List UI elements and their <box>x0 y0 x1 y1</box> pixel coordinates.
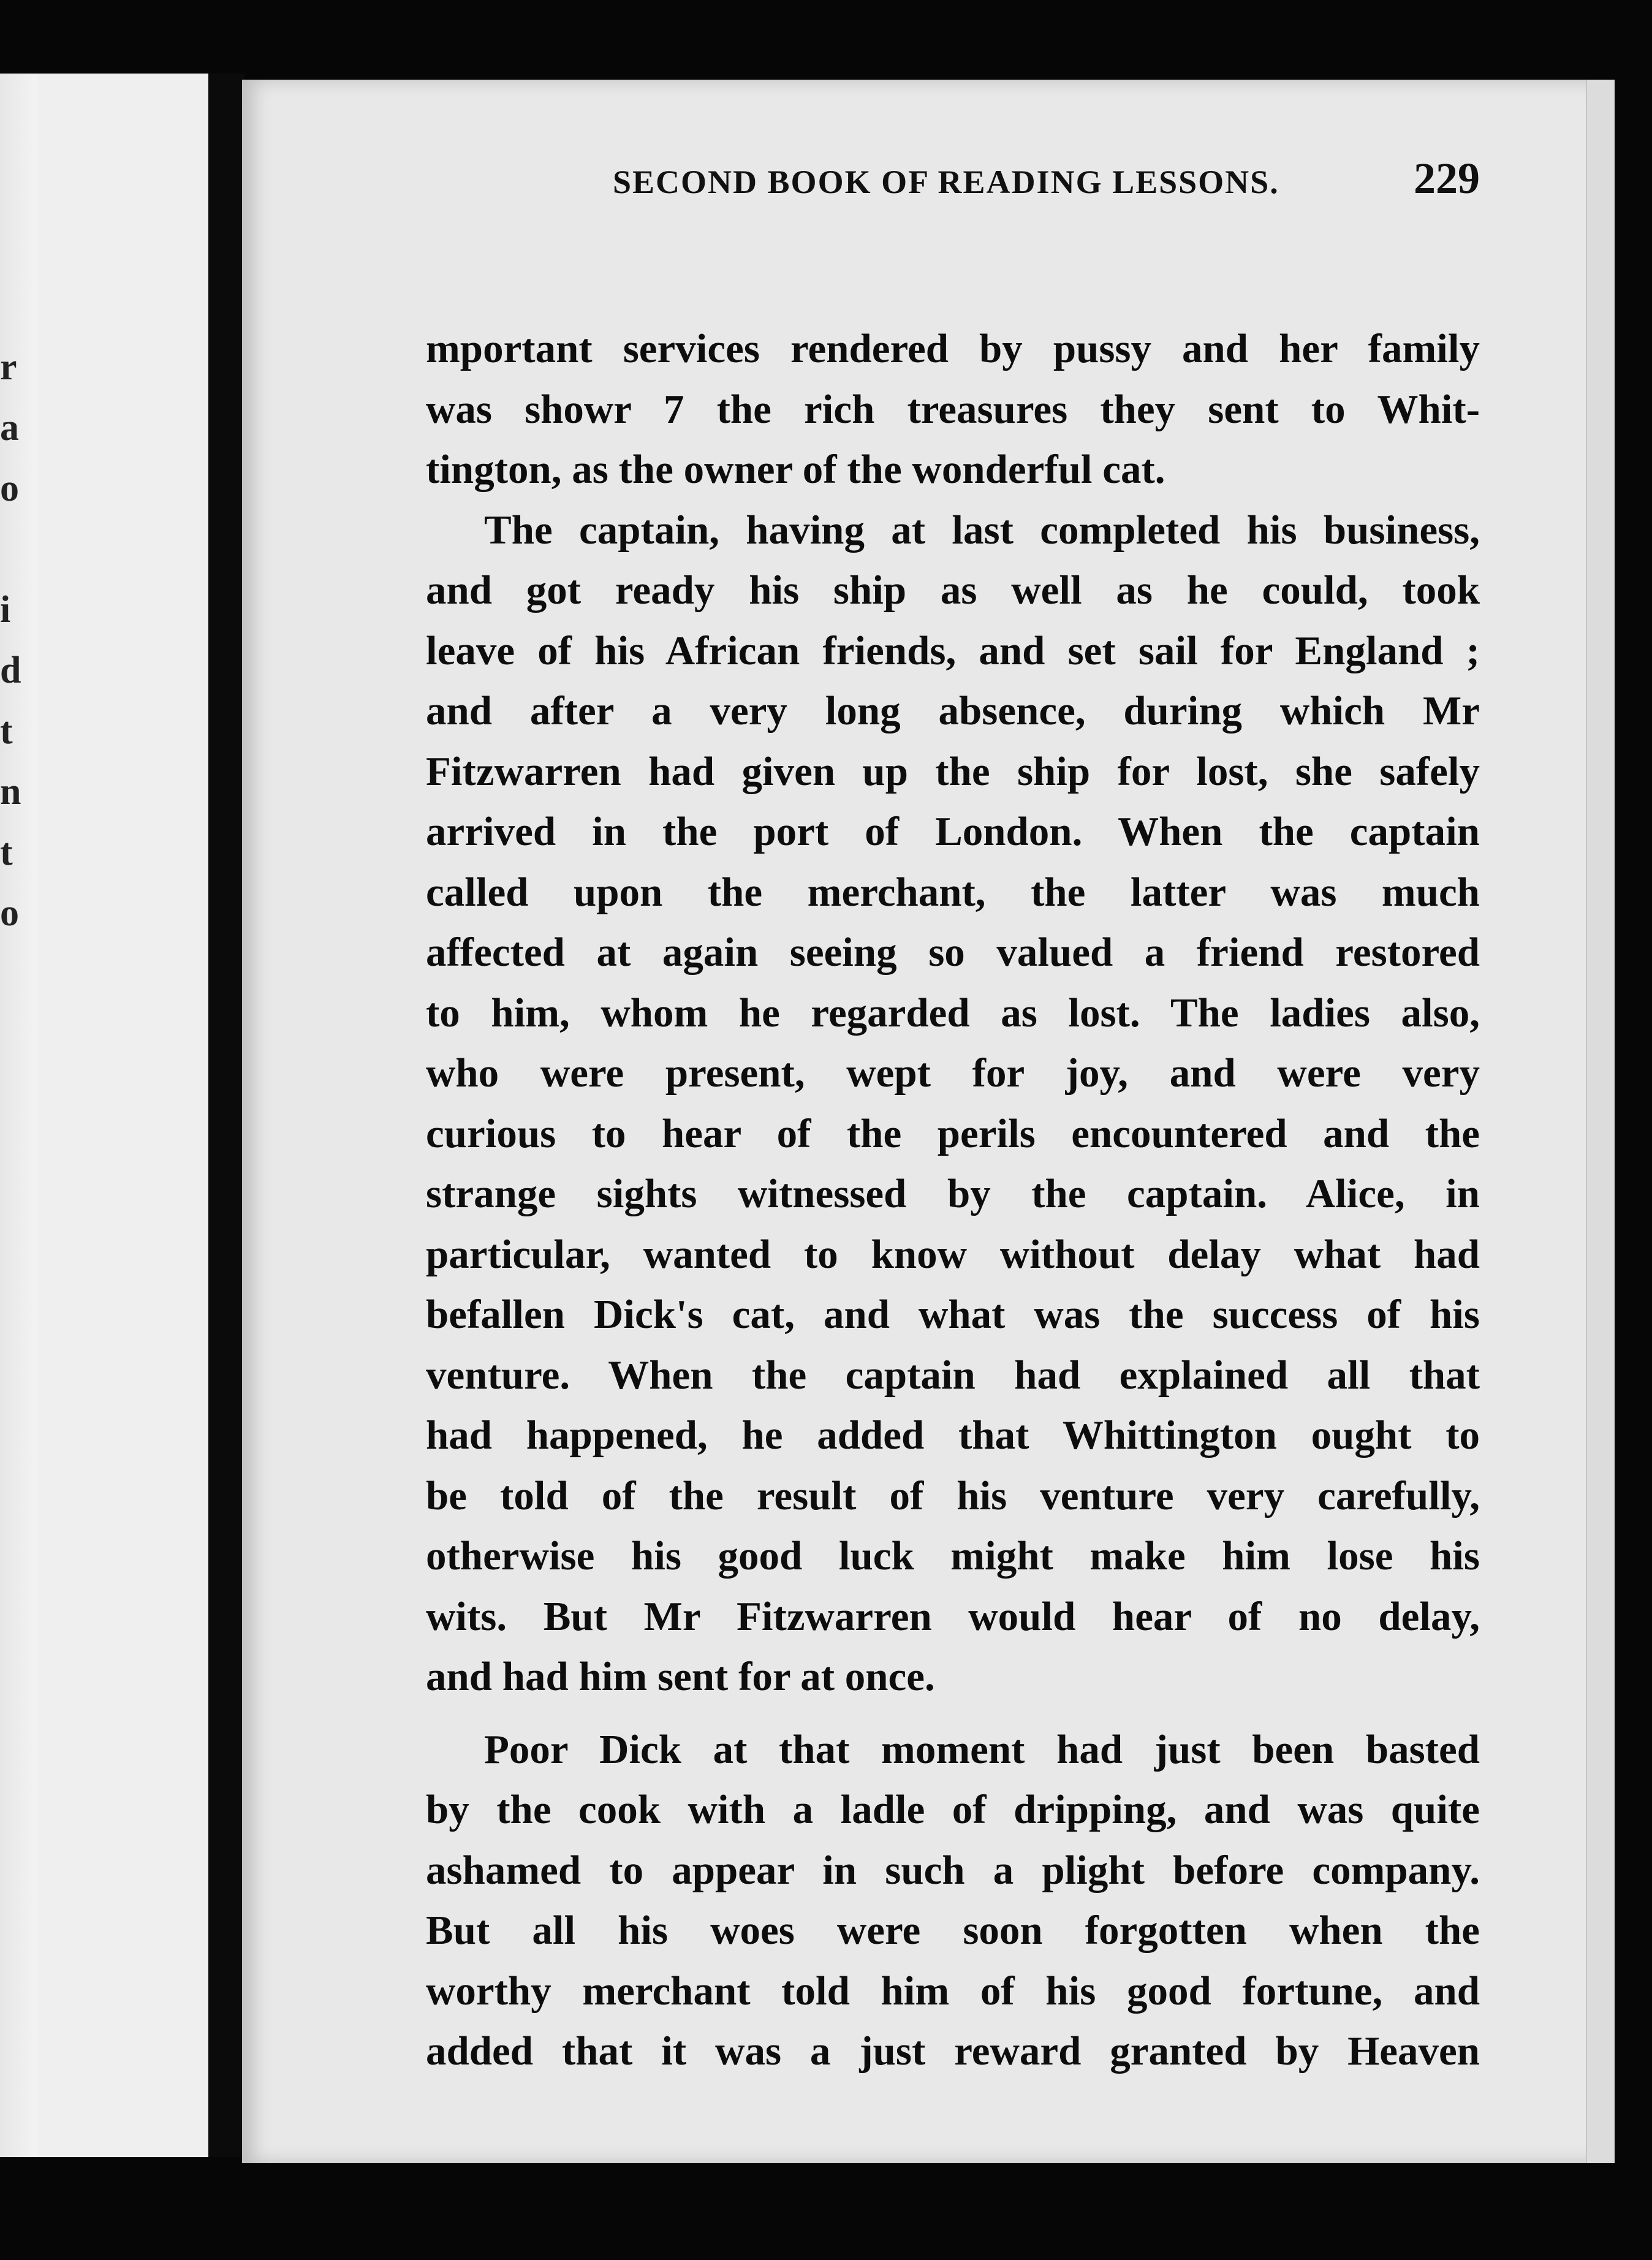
edge-letter: i <box>0 589 11 631</box>
text-line: arrived in the port of London. When the captain <box>426 809 1480 854</box>
edge-letter <box>0 519 25 580</box>
text-line: tington, as the owner of the wonderful cat. <box>426 447 1165 492</box>
text-line: affected at again seeing so valued a friend restored <box>426 930 1480 975</box>
text-line: Poor Dick at that moment had just been basted <box>484 1726 1480 1772</box>
running-head <box>371 147 1480 208</box>
text-line: be told of the result of his venture very carefully, <box>426 1473 1480 1519</box>
text-line: But all his woes were soon forgotten when the <box>426 1908 1480 1953</box>
page-number: 229 <box>1414 154 1480 203</box>
edge-letter: o <box>0 468 19 509</box>
text-line: particular, wanted to know without delay what had <box>426 1231 1480 1277</box>
text-line: wits. But Mr Fitzwarren would hear of no delay, <box>426 1593 1480 1639</box>
text-line: and after a very long absence, during which Mr <box>426 688 1480 734</box>
text-line: called upon the merchant, the latter was much <box>426 869 1480 915</box>
text-line: who were present, wept for joy, and were very <box>426 1050 1480 1096</box>
edge-letter: r <box>0 346 17 388</box>
edge-letter: n <box>0 771 21 813</box>
book-gutter <box>208 74 245 2157</box>
left-page-edge-letters <box>0 337 25 944</box>
previous-page-edge <box>0 74 210 2157</box>
text-line: and got ready his ship as well as he could, took <box>426 567 1480 613</box>
text-line: curious to hear of the perils encountered and the <box>426 1110 1480 1156</box>
edge-letter: a <box>0 407 19 449</box>
edge-letter: d <box>0 650 21 691</box>
paragraph-2 <box>426 500 1480 1707</box>
text-line: was showr 7 the rich treasures they sent to Whit- <box>426 386 1480 432</box>
edge-letter: t <box>0 832 13 873</box>
edge-letter: t <box>0 710 13 752</box>
text-line: had happened, he added that Whittington ought to <box>426 1412 1480 1458</box>
text-line: leave of his African friends, and set sail for England ; <box>426 628 1480 673</box>
page-body-text <box>426 319 1480 2082</box>
text-line: to him, whom he regarded as lost. The ladies also, <box>426 990 1480 1036</box>
text-line: mportant services rendered by pussy and her family <box>426 326 1480 371</box>
paragraph-gap <box>426 1707 1480 1720</box>
text-line: befallen Dick's cat, and what was the success of his <box>426 1292 1480 1337</box>
text-line: otherwise his good luck might make him lose his <box>426 1533 1480 1579</box>
text-line: by the cook with a ladle of dripping, and was quite <box>426 1787 1480 1832</box>
paragraph-3 <box>426 1720 1480 2082</box>
paragraph-1 <box>426 319 1480 500</box>
edge-letter: o <box>0 892 19 934</box>
text-line: and had him sent for at once. <box>426 1654 935 1699</box>
text-line: strange sights witnessed by the captain. Alice, in <box>426 1171 1480 1216</box>
text-line: ashamed to appear in such a plight before company. <box>426 1847 1480 1893</box>
text-line: venture. When the captain had explained all that <box>426 1352 1480 1398</box>
page-edge <box>1586 80 1615 2163</box>
text-line: Fitzwarren had given up the ship for lost, she safely <box>426 748 1480 794</box>
text-line: The captain, having at last completed his business, <box>484 507 1480 553</box>
running-head-title: SECOND BOOK OF READING LESSONS. <box>613 164 1279 200</box>
text-line: added that it was a just reward granted by Heaven <box>426 2028 1480 2074</box>
text-line: worthy merchant told him of his good fortune, and <box>426 1968 1480 2014</box>
